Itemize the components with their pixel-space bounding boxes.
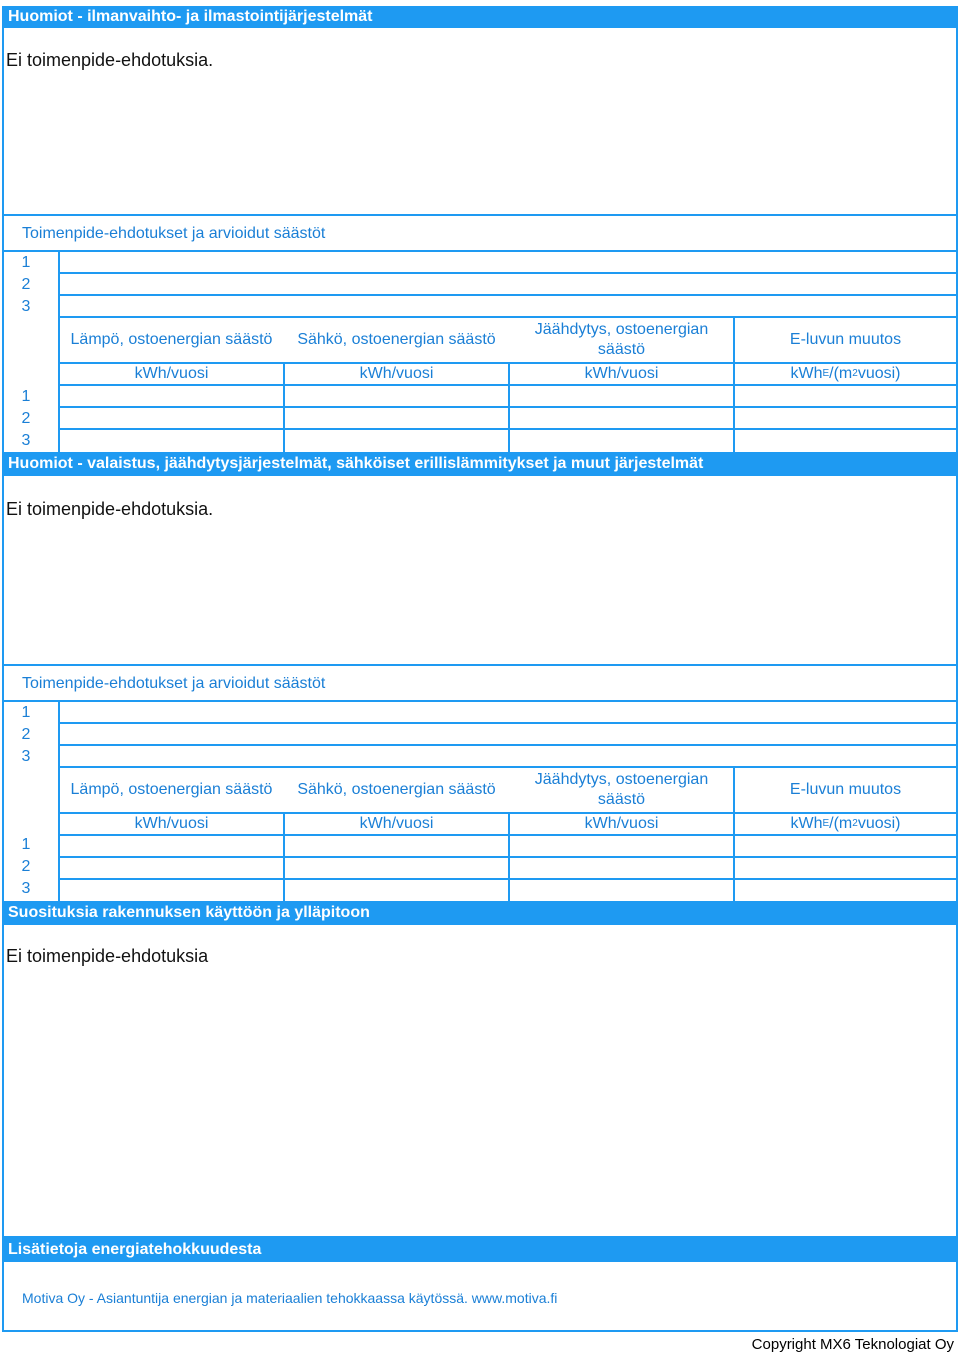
col-cool-header-line1: Jäähdytys, ostoenergian xyxy=(534,771,709,788)
col-elec-header: Sähkö, ostoenergian säästö xyxy=(297,781,496,798)
col-cool-header-line1: Jäähdytys, ostoenergian xyxy=(534,321,709,338)
note-lighting: Ei toimenpide-ehdotuksia. xyxy=(6,499,214,519)
section-title-lighting: Huomiot - valaistus, jäähdytysjärjestelmät, sähköiset erillislämmitykset ja muut järjestelmät xyxy=(2,452,958,476)
section-box-maintenance xyxy=(2,925,958,1238)
col-e-header: E-luvun muutos xyxy=(789,781,902,798)
row-number: 2 xyxy=(21,726,31,743)
note-maintenance: Ei toimenpide-ehdotuksia xyxy=(6,946,209,966)
unit-label: kWh/vuosi xyxy=(584,365,659,382)
row-number: 2 xyxy=(21,410,31,427)
row-number: 1 xyxy=(21,836,31,853)
col-heat-header: Lämpö, ostoenergian säästö xyxy=(70,781,273,798)
unit-label: kWh/vuosi xyxy=(134,365,209,382)
row-number: 2 xyxy=(21,858,31,875)
col-cool-header-line2: säästö xyxy=(597,791,646,808)
unit-e-label: kWh E /(m 2 vuosi) xyxy=(790,365,901,382)
table-title: Toimenpide-ehdotukset ja arvioidut säästöt xyxy=(22,225,326,242)
info-text: Motiva Oy - Asiantuntija energian ja materiaalien tehokkaassa käytössä. www.motiva.fi xyxy=(22,1290,558,1306)
col-cool-header xyxy=(510,318,733,362)
savings-table-lighting xyxy=(0,666,960,902)
row-number: 1 xyxy=(21,254,31,271)
unit-label: kWh/vuosi xyxy=(359,815,434,832)
section-title-maintenance: Suosituksia rakennuksen käyttöön ja ylläpitoon xyxy=(2,901,958,925)
unit-e-label: kWh E /(m 2 vuosi) xyxy=(790,815,901,832)
row-number: 2 xyxy=(21,276,31,293)
note-ventilation: Ei toimenpide-ehdotuksia. xyxy=(6,50,214,70)
row-number: 3 xyxy=(21,298,31,315)
unit-label: kWh/vuosi xyxy=(134,815,209,832)
table-title: Toimenpide-ehdotukset ja arvioidut säästöt xyxy=(22,675,326,692)
row-number: 3 xyxy=(21,880,31,897)
row-number: 3 xyxy=(21,748,31,765)
col-cool-header-line2: säästö xyxy=(597,341,646,358)
row-number: 1 xyxy=(21,388,31,405)
section-title-ventilation: Huomiot - ilmanvaihto- ja ilmastointijärjestelmät xyxy=(2,6,958,28)
row-number: 3 xyxy=(21,432,31,449)
col-cool-header xyxy=(510,768,733,812)
savings-table-ventilation xyxy=(0,216,960,458)
unit-label: kWh/vuosi xyxy=(359,365,434,382)
copyright: Copyright MX6 Teknologiat Oy xyxy=(751,1336,954,1353)
unit-label: kWh/vuosi xyxy=(584,815,659,832)
section-title-info: Lisätietoja energiatehokkuudesta xyxy=(2,1238,958,1262)
row-number: 1 xyxy=(21,704,31,721)
col-e-header: E-luvun muutos xyxy=(789,331,902,348)
col-elec-header: Sähkö, ostoenergian säästö xyxy=(297,331,496,348)
col-heat-header: Lämpö, ostoenergian säästö xyxy=(70,331,273,348)
